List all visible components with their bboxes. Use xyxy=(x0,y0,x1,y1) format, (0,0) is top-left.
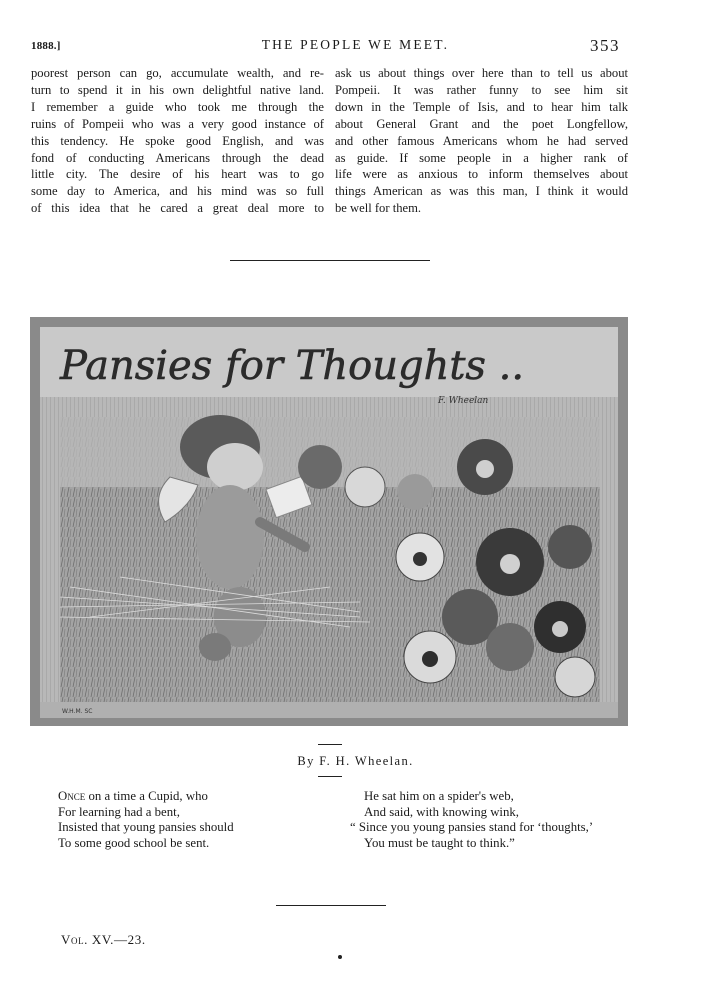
poem-line-rest: on a time a Cupid, who xyxy=(85,789,208,803)
poem-line: For learning had a bent, xyxy=(58,804,180,819)
poem-line: You must be taught to think.” xyxy=(364,835,515,850)
text-line: and other famous Americans whom he had served xyxy=(335,133,628,148)
text-line: fond of conducting Americans through the dead xyxy=(31,150,324,165)
text-line: things American as was this man, I think it would xyxy=(335,184,628,199)
text-line: of this idea that he cared a great deal more to xyxy=(31,201,324,216)
poem-stanza-1 xyxy=(58,789,234,851)
title-lettering: Pansies for Thoughts .. xyxy=(60,343,525,389)
page-dot xyxy=(338,955,342,959)
section-divider-rule xyxy=(230,260,430,261)
text-line: I remember a guide who took me through the xyxy=(31,99,324,114)
poem-line: Insisted that young pansies should xyxy=(58,820,234,834)
poem-line xyxy=(58,789,234,805)
byline: By F. H. Wheelan. xyxy=(297,754,414,768)
text-line: turn to spend it in his own delightful native land. xyxy=(31,82,324,97)
text-line: down in the Temple of Isis, and to hear him talk xyxy=(335,99,628,114)
poem-line: “ Since you young pansies stand for ‘thoughts,’ xyxy=(350,820,594,834)
running-head-title: THE PEOPLE WE MEET. xyxy=(261,37,450,52)
text-line: about General Grant and the poet Longfellow, xyxy=(335,116,628,131)
byline-rule-top xyxy=(318,744,342,745)
engraver-mark: W.H.M. SC xyxy=(62,708,93,715)
byline-rule-bottom xyxy=(318,776,342,777)
text-line: life were as anxious to inform themselves about xyxy=(335,167,628,182)
text-line: this tendency. He spoke good English, and was xyxy=(31,133,324,148)
article-left-column xyxy=(31,65,324,217)
text-line: be well for them. xyxy=(335,201,422,216)
text-line: Pompeii. It was rather funny to see him sit xyxy=(335,82,628,97)
running-head-year: 1888.] xyxy=(31,40,61,52)
page-number: 353 xyxy=(590,36,620,55)
poem-line: He sat him on a spider's web, xyxy=(364,789,514,803)
poem-line: And said, with knowing wink, xyxy=(364,804,519,819)
poem-stanza-2 xyxy=(350,789,593,851)
article-right-column xyxy=(335,65,628,217)
poem-line: To some good school be sent. xyxy=(58,835,210,850)
artist-signature: F. Wheelan xyxy=(438,396,489,406)
end-rule xyxy=(276,905,386,906)
text-line: poorest person can go, accumulate wealth, and re- xyxy=(31,66,324,80)
text-line: ruins of Pompeii who was a very good instance of xyxy=(31,116,324,131)
text-line: ask us about things over here than to tell us about xyxy=(335,66,628,80)
text-line: some day to America, and his mind was so full xyxy=(31,184,324,199)
illustration-pansies-for-thoughts xyxy=(30,317,628,726)
text-line: as guide. If some people in a higher rank of xyxy=(335,150,628,165)
volume-signature: Vol. XV.—23. xyxy=(61,932,146,947)
text-line: little city. The desire of his heart was to go xyxy=(31,167,324,182)
poem-initial-word: Once xyxy=(58,789,86,803)
